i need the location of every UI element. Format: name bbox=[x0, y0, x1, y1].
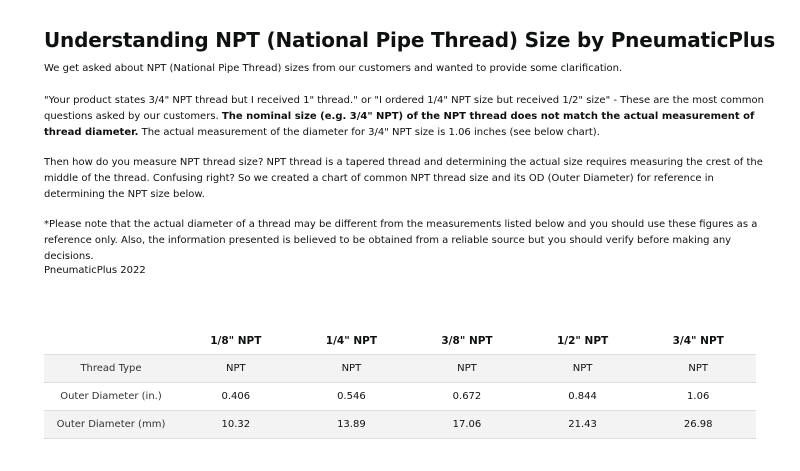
table-cell: 21.43 bbox=[525, 411, 641, 439]
faq-bold-text: The nominal size (e.g. 3/4" NPT) of the NPT thread does not match the actual measurement of thread diameter. bbox=[44, 111, 755, 138]
row-label: Thread Type bbox=[44, 355, 178, 383]
table-cell: NPT bbox=[178, 355, 294, 383]
disclaimer-paragraph: *Please note that the actual diameter of a thread may be different from the measurements listed below and you should use these figures as a reference only. Also, the information presented is believed to be obtained from a reliable source but you should verify before making any decisions. bbox=[44, 219, 758, 262]
table-cell: NPT bbox=[525, 355, 641, 383]
table-header-row bbox=[44, 328, 756, 355]
column-header: 1/4" NPT bbox=[325, 335, 377, 347]
column-header: 3/4" NPT bbox=[672, 335, 724, 347]
column-header: 1/2" NPT bbox=[556, 335, 609, 347]
table-cell: NPT bbox=[409, 355, 525, 383]
table-cell: 0.844 bbox=[525, 383, 641, 411]
table-cell: 0.546 bbox=[294, 383, 410, 411]
faq-paragraph bbox=[44, 93, 764, 141]
faq-text-end: The actual measurement of the diameter for 3/4" NPT size is 1.06 inches (see below chart). bbox=[138, 127, 600, 138]
row-label: Outer Diameter (in.) bbox=[44, 383, 178, 411]
column-header: 3/8" NPT bbox=[441, 335, 493, 347]
npt-size-table bbox=[44, 328, 756, 439]
table-cell: 10.32 bbox=[178, 411, 294, 439]
measurement-paragraph: Then how do you measure NPT thread size? NPT thread is a tapered thread and determining the actual size requires measuring the crest of the middle of the thread. Confusing right? So we created a chart of common NPT thread size and its OD (Outer Diameter) for reference in determining the NPT size below. bbox=[44, 157, 763, 200]
faq-text: "Your product states 3/4" NPT thread but I received 1" thread." or "I ordered 1/4" NPT size but received 1/2" size" - These are the most common questions asked by our customers. bbox=[44, 95, 764, 122]
table-cell: 17.06 bbox=[409, 411, 525, 439]
table-cell: 0.406 bbox=[178, 383, 294, 411]
intro-paragraph: We get asked about NPT (National Pipe Thread) sizes from our customers and wanted to provide some clarification. bbox=[44, 63, 623, 74]
page-title: Understanding NPT (National Pipe Thread) Size by PneumaticPlus bbox=[44, 28, 776, 52]
table-cell: 26.98 bbox=[640, 411, 756, 439]
row-label: Outer Diameter (mm) bbox=[44, 411, 178, 439]
table-cell: 0.672 bbox=[409, 383, 525, 411]
table-corner-cell bbox=[44, 328, 178, 355]
table-row bbox=[44, 355, 756, 383]
table-row bbox=[44, 411, 756, 439]
table-cell: NPT bbox=[640, 355, 756, 383]
table-cell: 13.89 bbox=[294, 411, 410, 439]
signature: PneumaticPlus 2022 bbox=[44, 265, 146, 276]
column-header: 1/8" NPT bbox=[210, 335, 262, 347]
table-row bbox=[44, 383, 756, 411]
table-cell: 1.06 bbox=[640, 383, 756, 411]
table-cell: NPT bbox=[294, 355, 410, 383]
